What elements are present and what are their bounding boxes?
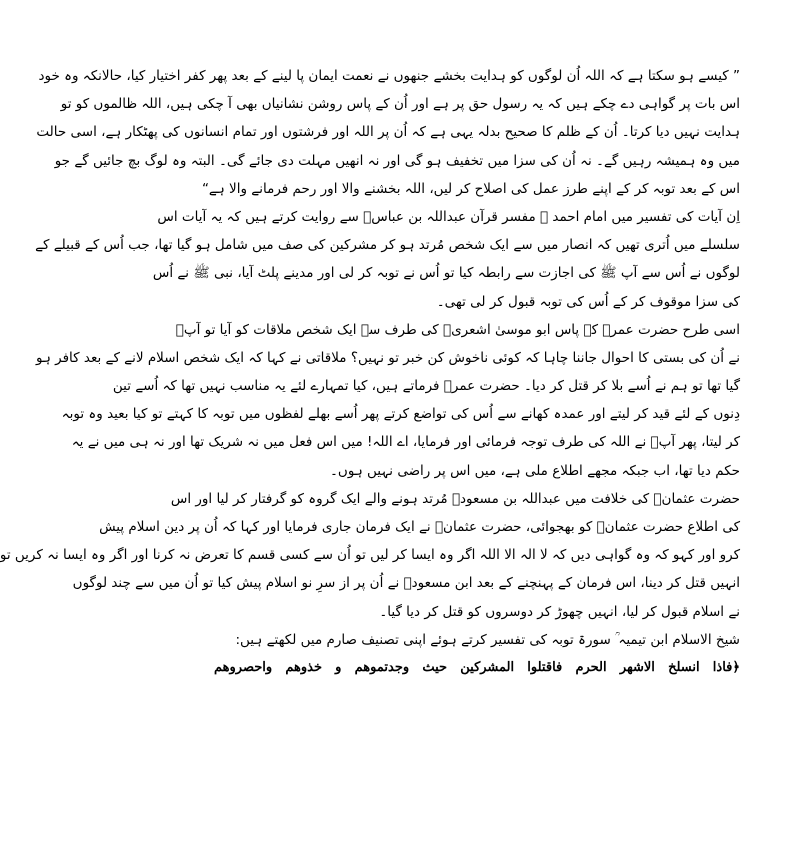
text-line: کی سزا موقوف کر کے اُس کی توبہ قبول کر لی تھی۔ bbox=[436, 293, 740, 310]
text-line: ” کیسے ہو سکتا ہے کہ اللہ اُن لوگوں کو ہدایت بخشے جنھوں نے نعمت ایمان پا لینے کے بعد پھر کفر اختیار کیا، حالانکہ وہ خود bbox=[38, 68, 740, 84]
text-line: کی اطلاع حضرت عثمانؓ کو بھجوائی، حضرت عثمانؓ نے ایک فرمان جاری فرمایا اور کہا کہ اُن پر دین اسلام پیش bbox=[99, 519, 740, 535]
quote-paragraph bbox=[36, 62, 740, 203]
text-line: میں وہ ہمیشہ رہیں گے۔ نہ اُن کی سزا میں تخفیف ہو گی اور نہ انھیں مہلت دی جائے گی۔ البتہ وہ لوگ بچ جائیں گے جو bbox=[54, 152, 740, 169]
text-line: نے اسلام قبول کر لیا، انہیں چھوڑ کر دوسروں کو قتل کر دیا گیا۔ bbox=[379, 603, 740, 620]
quranic-verse-line: ﴿فاذا انسلخ الاشهر الحرم فاقتلوا المشركين حيث وجدتموهم و خذوهم واحصروهم bbox=[214, 659, 740, 675]
text-line: لوگوں نے اُس سے آپ ﷺ کی اجازت سے رابطہ کیا تو اُس نے توبہ کر لی اور مدینے پلٹ آیا، نبی ﷺ نے اُس bbox=[152, 265, 740, 282]
text-line: حضرت عثمانؓ کی خلافت میں عبداللہ بن مسعودؓ مُرتد ہونے والے ایک گروہ کو گرفتار کر لیا اور اس bbox=[170, 490, 740, 507]
text-line: کرو اور کہو کہ وہ گواہی دیں کہ لا الہ الا اللہ اگر وہ ایسا کر لیں تو اُن سے کسی قسم کا تعرض نہ کرنا اور اگر وہ ایسا نہ کریں تو bbox=[0, 547, 740, 564]
ibn-taymiyyah-paragraph bbox=[214, 626, 740, 654]
tafsir-paragraph bbox=[35, 203, 740, 316]
text-line: شیخ الاسلام ابن تیمیہ ؒ سورۃ توبہ کی تفسیر کرتے ہوئے اپنی تصنیف صارم میں لکھتے ہیں: bbox=[235, 631, 740, 648]
text-line: گیا تھا تو ہم نے اُسے بلا کر قتل کر دیا۔ حضرت عمرؓ فرماتے ہیں، کیا تمہارے لئے یہ مناسب نہیں تھا کہ اُسے تین bbox=[112, 378, 740, 395]
text-line: دِنوں کے لئے قید کر لیتے اور عمدہ کھانے سے اُس کی تواضع کرتے پھر اُسے بھلے لفظوں میں توبہ کا کہتے تو کیا بعید وہ توبہ bbox=[61, 406, 740, 423]
text-line: اس کے بعد توبہ کر کے اپنے طرز عمل کی اصلاح کر لیں، اللہ بخشنے والا اور رحم فرمانے والا ہے“ bbox=[201, 180, 740, 197]
text-line: سلسلے میں اُتری تھیں کہ انصار میں سے ایک شخص مُرتد ہو کر مشرکین کی صف میں شامل ہو گیا تھا، جب اُس کے قبیلے کے bbox=[35, 237, 740, 254]
text-line: اِن آیات کی تفسیر میں امام احمد ؒ مفسر قرآن عبداللہ بن عباسؓ سے روایت کرتے ہیں کہ یہ آیات اس bbox=[157, 208, 740, 225]
text-line: اس بات پر گواہی دے چکے ہیں کہ یہ رسول حق پر ہے اور اُن کے پاس روشن نشانیاں بھی آ چکی ہیں، اللہ ظالموں کو تو bbox=[60, 96, 740, 113]
text-line: حکم دیا تھا، اب جبکہ مجھے اطلاع ملی ہے، میں اس پر راضی نہیں ہوں۔ bbox=[330, 462, 740, 479]
text-line: اسی طرح حضرت عمرؓ کے پاس ابو موسیٰ اشعریؓ کی طرف سے ایک شخص ملاقات کو آیا تو آپؓ bbox=[175, 321, 740, 338]
text-line: انہیں قتل کر دینا، اس فرمان کے پہنچنے کے بعد ابن مسعودؓ نے اُن پر از سرِ نو اسلام پیش کیا تو اُن میں سے چند لوگوں bbox=[72, 575, 740, 592]
umar-paragraph bbox=[35, 316, 740, 485]
usman-paragraph bbox=[0, 485, 740, 626]
text-line: ہدایت نہیں دیا کرتا۔ اُن کے ظلم کا صحیح بدلہ یہی ہے کہ اُن پر اللہ اور فرشتوں اور تمام انسانوں کی پھٹکار ہے، اسی حالت bbox=[36, 124, 740, 141]
arabic-verse bbox=[214, 654, 740, 682]
text-line: نے اُن کی بستی کا احوال جاننا چاہا کہ کوئی ناخوش کن خبر تو نہیں؟ ملاقاتی نے کہا کہ ایک شخص اسلام لانے کے بعد کافر ہو bbox=[35, 349, 740, 366]
text-line: کر لیتا، پھر آپؓ نے اللہ کی طرف توجہ فرمائی اور فرمایا، اے اللہ! میں اس فعل میں نہ شریک تھا اور نہ ہی میں نے یہ bbox=[71, 434, 740, 451]
